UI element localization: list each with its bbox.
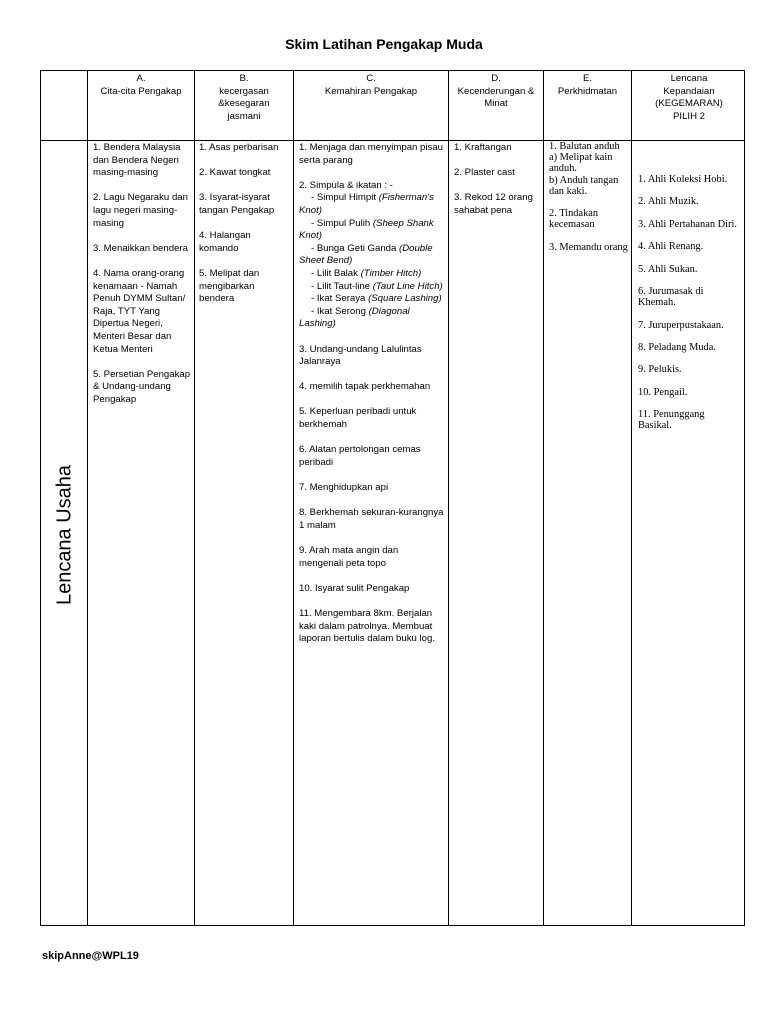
- list-item: 9. Pelukis.: [638, 364, 682, 376]
- list-item: 5. Persetian Pengakap & Undang-undang Pengakap: [93, 368, 191, 405]
- list-item: 1. Balutan anduh: [549, 141, 620, 152]
- column-header-d: [449, 73, 543, 111]
- knot-item: - Ikat Serong (Diagonal Lashing): [299, 305, 410, 330]
- list-item: 4. memilih tapak perkhemahan: [299, 381, 431, 393]
- list-item: 4. Halangan komando: [199, 230, 251, 254]
- list-item: 1. Asas perbarisan: [199, 142, 279, 153]
- column-header-b: [195, 73, 293, 123]
- header-letter: A.: [136, 73, 146, 84]
- list-item: 3. Isyarat-isyarat tangan Pengakap: [199, 192, 275, 216]
- column-divider: [448, 71, 449, 925]
- column-f-items: [638, 174, 738, 443]
- list-item: 1. Bendera Malaysia dan Bendera Negeri masing-masing: [93, 142, 181, 179]
- column-e-items: [549, 141, 629, 264]
- column-divider: [543, 71, 544, 925]
- header-name: Kecenderungan & Minat: [457, 85, 535, 109]
- column-header-e: [544, 73, 631, 98]
- column-divider: [293, 71, 294, 925]
- list-item: 7. Menghidupkan api: [299, 482, 389, 494]
- list-item: 3. Rekod 12 orang sahabat pena: [454, 192, 533, 216]
- column-divider: [194, 71, 195, 925]
- column-a-items: [93, 142, 191, 419]
- header-letter: D.: [491, 73, 501, 84]
- column-header-f: [632, 73, 746, 123]
- list-item: 10. Pengail.: [638, 386, 688, 398]
- knot-item: - Ikat Seraya (Square Lashing): [311, 293, 442, 305]
- list-item: 2. Kawat tongkat: [199, 167, 271, 179]
- list-item: 5. Ahli Sukan.: [638, 263, 698, 275]
- list-item: 1. Ahli Koleksi Hobi.: [638, 174, 728, 185]
- list-item: 2. Simpula & ikatan : -: [299, 179, 393, 191]
- training-scheme-table: [40, 70, 745, 926]
- list-item: 1. Menjaga dan menyimpan pisau serta parang: [299, 142, 443, 166]
- header-divider: [41, 140, 744, 141]
- list-item: 4. Ahli Renang.: [638, 241, 704, 253]
- column-divider: [87, 71, 88, 925]
- footer-credit: skipAnne@WPL19: [42, 950, 139, 962]
- list-item: 6. Alatan pertolongan cemas peribadi: [299, 444, 421, 468]
- header-name: kecergasan &kesegaran jasmani: [218, 85, 270, 122]
- list-item: 3. Menaikkan bendera: [93, 242, 188, 254]
- header-letter: C.: [366, 73, 376, 84]
- column-header-c: [294, 73, 448, 98]
- list-item: 4. Nama orang-orang kenamaan - Namah Penuh DYMM Sultan/ Raja, TYT Yang Dipertua Negeri, Menteri Besar dan Ketua Menteri: [93, 267, 186, 355]
- header-letter: E.: [582, 73, 593, 84]
- list-item: 7. Juruperpustakaan.: [638, 319, 724, 331]
- list-item: 11. Mengembara 8km. Berjalan kaki dalam patrolnya. Membuat laporan bertulis dalam buku log.: [299, 607, 435, 645]
- list-item: 2. Plaster cast: [454, 167, 515, 179]
- column-d-items: [454, 142, 540, 230]
- column-b-items: [199, 142, 292, 318]
- header-name: Cita-cita Pengakap: [100, 85, 182, 97]
- list-item: 5. Melipat dan mengibarkan bendera: [199, 267, 260, 305]
- knot-item: - Lilit Balak (Timber Hitch): [311, 267, 422, 279]
- list-sub-item: b) Anduh tangan dan kaki.: [549, 174, 619, 197]
- list-item: 1. Kraftangan: [454, 142, 512, 153]
- list-sub-item: a) Melipat kain anduh.: [549, 152, 613, 175]
- list-item: 8. Peladang Muda.: [638, 341, 716, 353]
- list-item: 11. Penunggang Basikal.: [638, 409, 705, 432]
- list-item: 10. Isyarat sulit Pengakap: [299, 582, 410, 594]
- list-item: 2. Ahli Muzik.: [638, 196, 699, 208]
- list-item: 8. Berkhemah sekuran-kurangnya 1 malam: [299, 507, 444, 531]
- header-name: Kepandaian (KEGEMARAN) PILIH 2: [655, 85, 723, 122]
- knot-item: - Bunga Geti Ganda (Double Sheet Bend): [299, 242, 433, 267]
- list-item: 9. Arah mata angin dan mengenali peta topo: [299, 545, 399, 569]
- side-label: Lencana Usaha: [53, 464, 75, 605]
- knot-item: - Lilit Taut-line (Taut Line Hitch): [311, 280, 443, 292]
- list-item: 5. Keperluan peribadi untuk berkhemah: [299, 406, 417, 431]
- column-c-items: [299, 142, 445, 658]
- knot-item: - Simpul Himpit (Fisherman's Knot): [299, 192, 434, 216]
- list-item: 3. Memandu orang: [549, 241, 628, 253]
- header-name: Kemahiran Pengakap: [324, 85, 418, 97]
- column-header-a: [88, 73, 194, 98]
- list-item: 3. Ahli Pertahanan Diri.: [638, 218, 737, 230]
- document-title: Skim Latihan Pengakap Muda: [285, 36, 483, 52]
- list-item: 2. Tindakan kecemasan: [549, 208, 599, 231]
- list-item: 3. Undang-undang Lalulintas Jalanraya: [299, 343, 422, 368]
- header-letter: B.: [239, 73, 249, 84]
- column-divider: [631, 71, 632, 925]
- side-label-cell: [44, 142, 85, 927]
- header-letter: Lencana: [670, 73, 708, 84]
- knot-item: - Simpul Pulih (Sheep Shank Knot): [299, 217, 434, 242]
- header-name: Perkhidmatan: [557, 85, 618, 97]
- list-item: 2. Lagu Negaraku dan lagu negeri masing-masing: [93, 192, 188, 229]
- list-item: 6. Jurumasak di Khemah.: [638, 285, 704, 309]
